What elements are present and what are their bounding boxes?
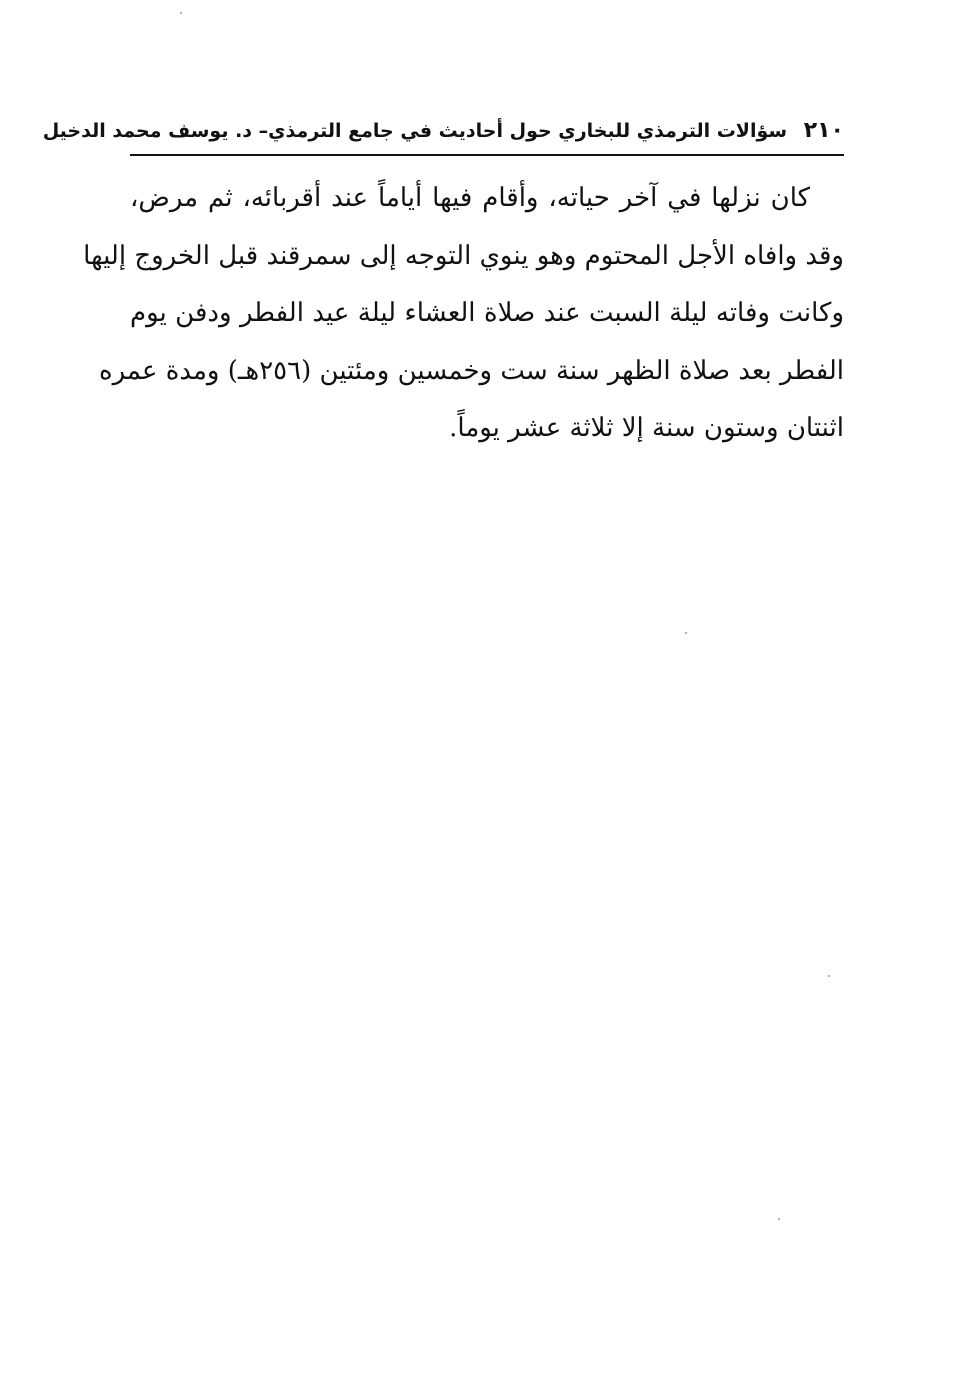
- scan-speck: [180, 12, 182, 14]
- scan-speck: [685, 632, 687, 634]
- paragraph-line: اثنتان وستون سنة إلا ثلاثة عشر يوماً.: [449, 413, 844, 443]
- body-paragraph: [83, 170, 844, 458]
- scan-speck: [778, 1218, 780, 1220]
- paragraph-line: وقد وافاه الأجل المحتوم وهو ينوي التوجه إلى سمرقند قبل الخروج إليها: [83, 240, 844, 271]
- paragraph-line: كان نزلها في آخر حياته، وأقام فيها أياماً عند أقربائه، ثم مرض،: [130, 183, 810, 213]
- header-title: سؤالات الترمذي للبخاري حول أحاديث في جامع الترمذي– د. يوسف محمد الدخيل: [42, 120, 788, 142]
- scan-speck: [828, 975, 830, 977]
- paragraph-line: وكانت وفاته ليلة السبت عند صلاة العشاء ليلة عيد الفطر ودفن يوم: [130, 298, 844, 328]
- header-line: [42, 116, 844, 146]
- running-header: [42, 110, 844, 156]
- page-number: ٢١٠: [803, 118, 844, 143]
- header-rule: [130, 154, 844, 156]
- paragraph-line: الفطر بعد صلاة الظهر سنة ست وخمسين ومئتين (٢٥٦هـ) ومدة عمره: [98, 355, 844, 386]
